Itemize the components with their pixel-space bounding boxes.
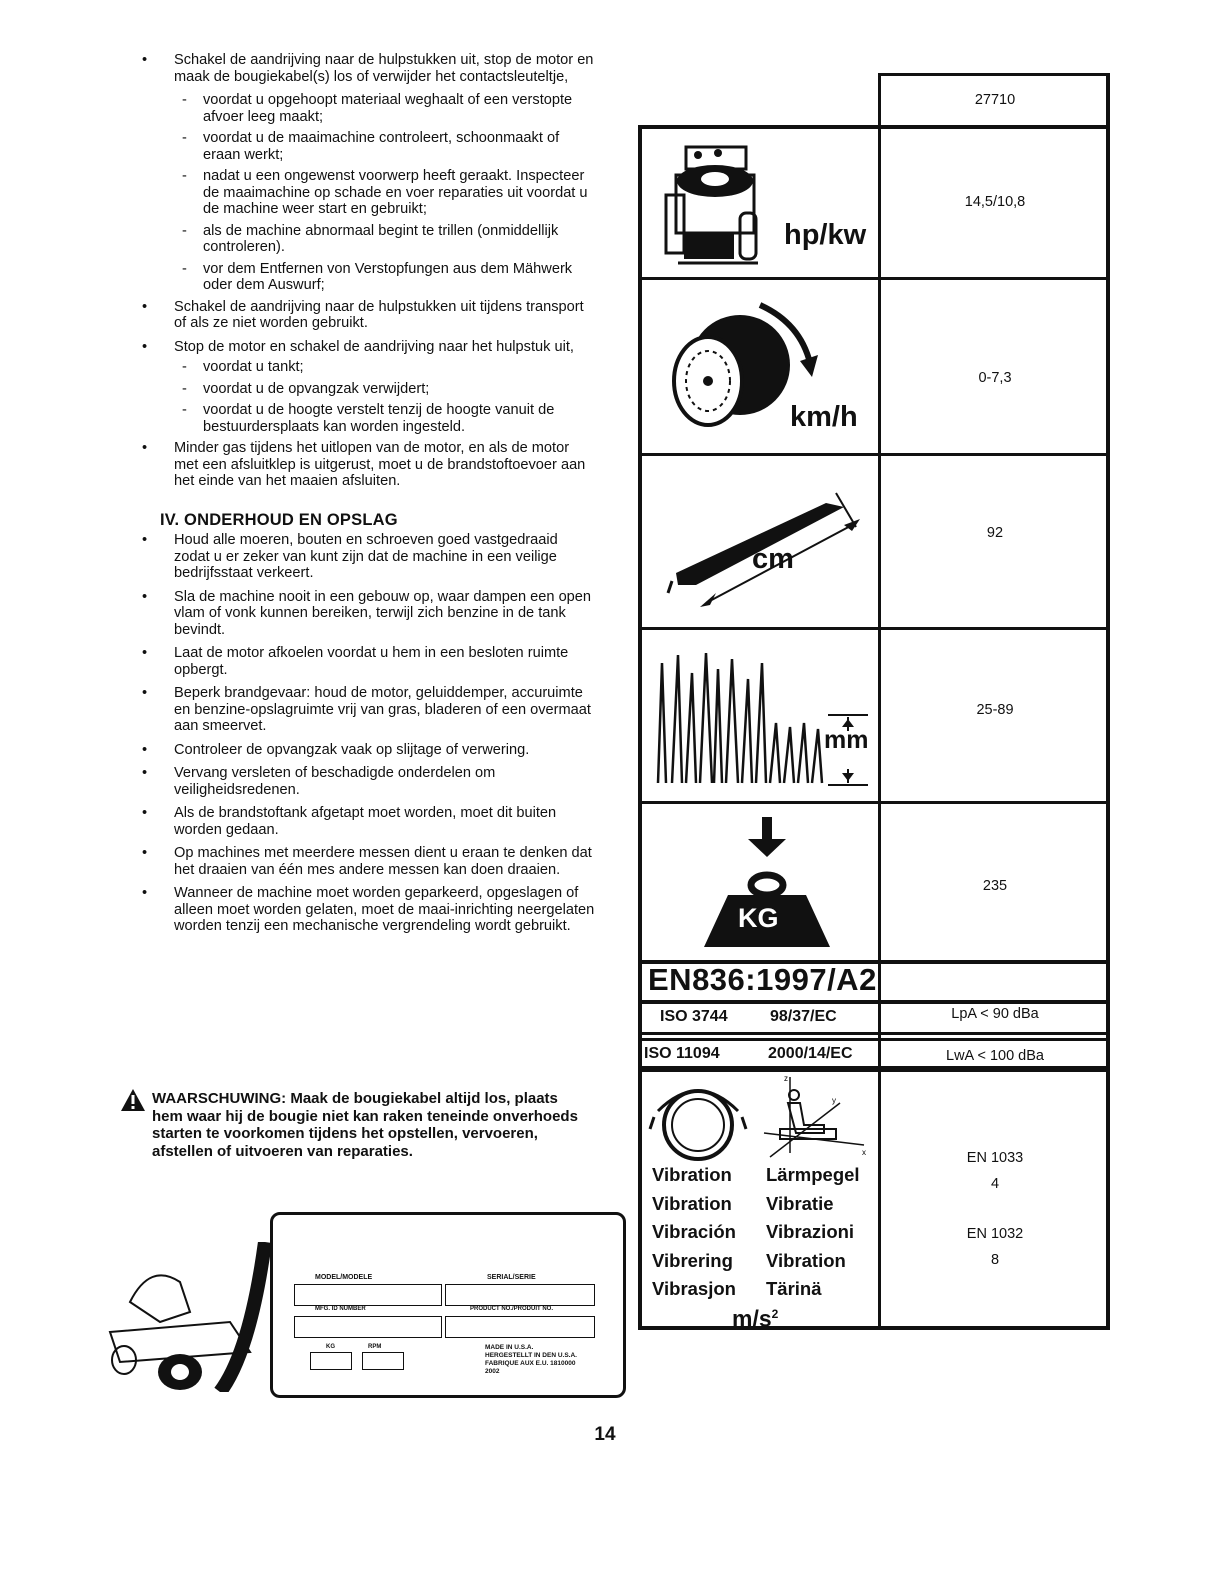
cut-height-value: 25-89: [976, 702, 1014, 718]
maintenance-item: • Op machines met meerdere messen dient u eraan te denken dat het draaien van één mes andere messen kan doen draaien.: [140, 845, 595, 878]
sub-item: - nadat u een ongewenst voorwerp heeft geraakt. Inspecteer de maaimachine op schade en voer reparaties uit voordat u de machine weer start en gebruikt;: [140, 168, 595, 218]
vib-value-2: 8: [990, 1252, 1000, 1268]
warning-triangle-icon: [120, 1088, 146, 1112]
rpm-box: [362, 1352, 404, 1370]
mfg-label: MFG. ID NUMBER: [315, 1306, 366, 1312]
iso-3744: ISO 3744: [660, 1008, 728, 1025]
grass-height-icon: [652, 643, 877, 793]
iso-11094: ISO 11094: [644, 1045, 720, 1062]
product-box: [445, 1316, 595, 1338]
vibration-term: Vibration: [766, 1249, 846, 1271]
maintenance-item: • Vervang versleten of beschadigde onderdelen om veiligheidsredenen.: [140, 765, 595, 798]
vib-standard-2: EN 1032: [966, 1226, 1024, 1242]
maintenance-item: • Laat de motor afkoelen voordat u hem in een besloten ruimte opbergt.: [140, 645, 595, 678]
seat-vibration-icon: [760, 1073, 870, 1163]
axis-z-label: z: [784, 1074, 788, 1083]
vibration-values: [880, 1145, 1110, 1273]
vibration-term: Vibratie: [766, 1192, 834, 1214]
vib-value-1: 4: [990, 1176, 1000, 1192]
sub-item: - voordat u tankt;: [140, 359, 595, 376]
engine-icon: [658, 133, 778, 273]
vibration-list-1: [652, 1161, 736, 1304]
page-number: 14: [594, 1424, 616, 1445]
rpm-label: RPM: [368, 1344, 382, 1350]
sub-item: - vor dem Entfernen von Verstopfungen aus dem Mähwerk oder dem Auswurf;: [140, 261, 595, 294]
steering-vibration-icon: [648, 1077, 748, 1163]
axis-x-label: x: [862, 1148, 866, 1157]
made-line: HERGESTELLT IN DEN U.S.A.: [485, 1352, 577, 1359]
axis-y-label: y: [832, 1096, 836, 1105]
unit-base: m/s: [732, 1305, 772, 1332]
directive-98-37: 98/37/EC: [770, 1008, 837, 1025]
vibration-term: Vibration: [652, 1164, 732, 1185]
bullet-transport: • Schakel de aandrijving naar de hulpstukken uit tijdens transport of als ze niet worden gebruikt.: [140, 299, 595, 332]
maintenance-item: • Wanneer de machine moet worden geparkeerd, opgeslagen of alleen moet worden gelaten, moet de maai-inrichting neergelaten worden tenzij een mechanische vergrendeling wordt gebruikt.: [140, 885, 595, 935]
kg-box: [310, 1352, 352, 1370]
cut-width-label: cm: [752, 543, 794, 575]
vibration-term: Vibration: [652, 1192, 732, 1214]
lpa-value: LpA < 90 dBa: [951, 1006, 1039, 1022]
id-plate-illustration: [100, 1212, 625, 1397]
made-in-text: [485, 1344, 577, 1376]
made-line: FABRIQUE AUX E.U. 1810000: [485, 1360, 576, 1367]
warning-block: [120, 1090, 580, 1160]
maintenance-item: • Als de brandstoftank afgetapt moet worden, moet dit buiten worden gedaan.: [140, 805, 595, 838]
spec-table: [638, 73, 1110, 1330]
sub-item: - voordat u de opvangzak verwijdert;: [140, 381, 595, 398]
serial-box: [445, 1284, 595, 1306]
power-value: 14,5/10,8: [964, 194, 1026, 210]
standard-label: EN836:1997/A2: [648, 962, 877, 997]
maintenance-item: • Controleer de opvangzak vaak op slijtage of verwering.: [140, 742, 595, 759]
maintenance-item: • Sla de machine nooit in een gebouw op, waar dampen een open vlam of vonk kunnen bereiken, terwijl zich benzine in de tank bevindt.: [140, 589, 595, 639]
serial-label: SERIAL/SERIE: [487, 1274, 536, 1281]
made-line: MADE IN U.S.A.: [485, 1344, 534, 1351]
sub-item: - voordat u de hoogte verstelt tenzij de hoogte vanuit de bestuurdersplaats kan worden ingesteld.: [140, 402, 595, 435]
vibration-term: Tärinä: [766, 1278, 822, 1299]
cut-height-label: mm: [824, 726, 869, 754]
mfg-box: [294, 1316, 442, 1338]
maintenance-item: • Beperk brandgevaar: houd de motor, geluiddemper, accuruimte en benzine-opslagruimte vrij van gras, bladeren of een overmaat aan smeervet.: [140, 685, 595, 735]
maintenance-item: • Houd alle moeren, bouten en schroeven goed vastgedraaid zodat u er zeker van kunt zijn dat de machine in een veilige bedrijfsstaat verkeert.: [140, 532, 595, 582]
vibration-term: Vibrering: [652, 1249, 733, 1271]
vibration-term: Vibrasjon: [652, 1278, 736, 1299]
vibration-list-2: [766, 1161, 860, 1304]
sub-item: - voordat u opgehoopt materiaal weghaalt of een verstopte afvoer leeg maakt;: [140, 92, 595, 125]
warning-text: WAARSCHUWING: Maak de bougiekabel altijd los, plaats hem waar hij de bougie niet kan raken teneinde onverhoeds starten te voorkomen tijdens het opstellen, vervoeren, afstellen of uitvoeren van reparaties.: [152, 1090, 578, 1160]
bullet-stop-motor: • Stop de motor en schakel de aandrijving naar het hulpstuk uit,: [140, 339, 595, 356]
model-box: [294, 1284, 442, 1306]
kg-label: KG: [326, 1344, 335, 1350]
directive-2000-14: 2000/14/EC: [768, 1045, 853, 1062]
vibration-term: Lärmpegel: [766, 1164, 860, 1185]
lwa-value: LwA < 100 dBa: [946, 1048, 1044, 1064]
speed-label: km/h: [790, 401, 858, 433]
section-heading: IV. ONDERHOUD EN OPSLAG: [160, 510, 398, 529]
product-label: PRODUCT NO./PRODUIT NO.: [470, 1306, 554, 1312]
made-line: 2002: [485, 1368, 500, 1375]
vibration-term: Vibración: [652, 1221, 736, 1242]
bullet-throttle: • Minder gas tijdens het uitlopen van de motor, en als de motor met een afsluitklep is uitgerust, moet u de brandstoftoevoer aan het einde van het maaien afsluiten.: [140, 440, 595, 490]
sub-item: - als de machine abnormaal begint te trillen (onmiddellijk controleren).: [140, 223, 595, 256]
bullet-intro: • Schakel de aandrijving naar de hulpstukken uit, stop de motor en maak de bougiekabel(s) los of verwijder het contactsleuteltje,: [140, 52, 595, 85]
vib-standard-1: EN 1033: [966, 1150, 1024, 1166]
model-label: MODEL/MODELE: [315, 1274, 373, 1281]
power-label: hp/kw: [784, 219, 867, 251]
speed-value: 0-7,3: [978, 370, 1012, 386]
vibration-unit: [732, 1301, 778, 1332]
vibration-term: Vibrazioni: [766, 1221, 855, 1242]
sub-item: - voordat u de maaimachine controleert, schoonmaakt of eraan werkt;: [140, 130, 595, 163]
cut-width-value: 92: [986, 525, 1004, 541]
model-number: 27710: [974, 92, 1016, 108]
weight-value: 235: [982, 878, 1008, 894]
tractor-icon: [100, 1242, 290, 1392]
weight-label: KG: [738, 903, 779, 933]
safety-text-column: [140, 52, 595, 942]
unit-exponent: 2: [771, 1307, 779, 1321]
